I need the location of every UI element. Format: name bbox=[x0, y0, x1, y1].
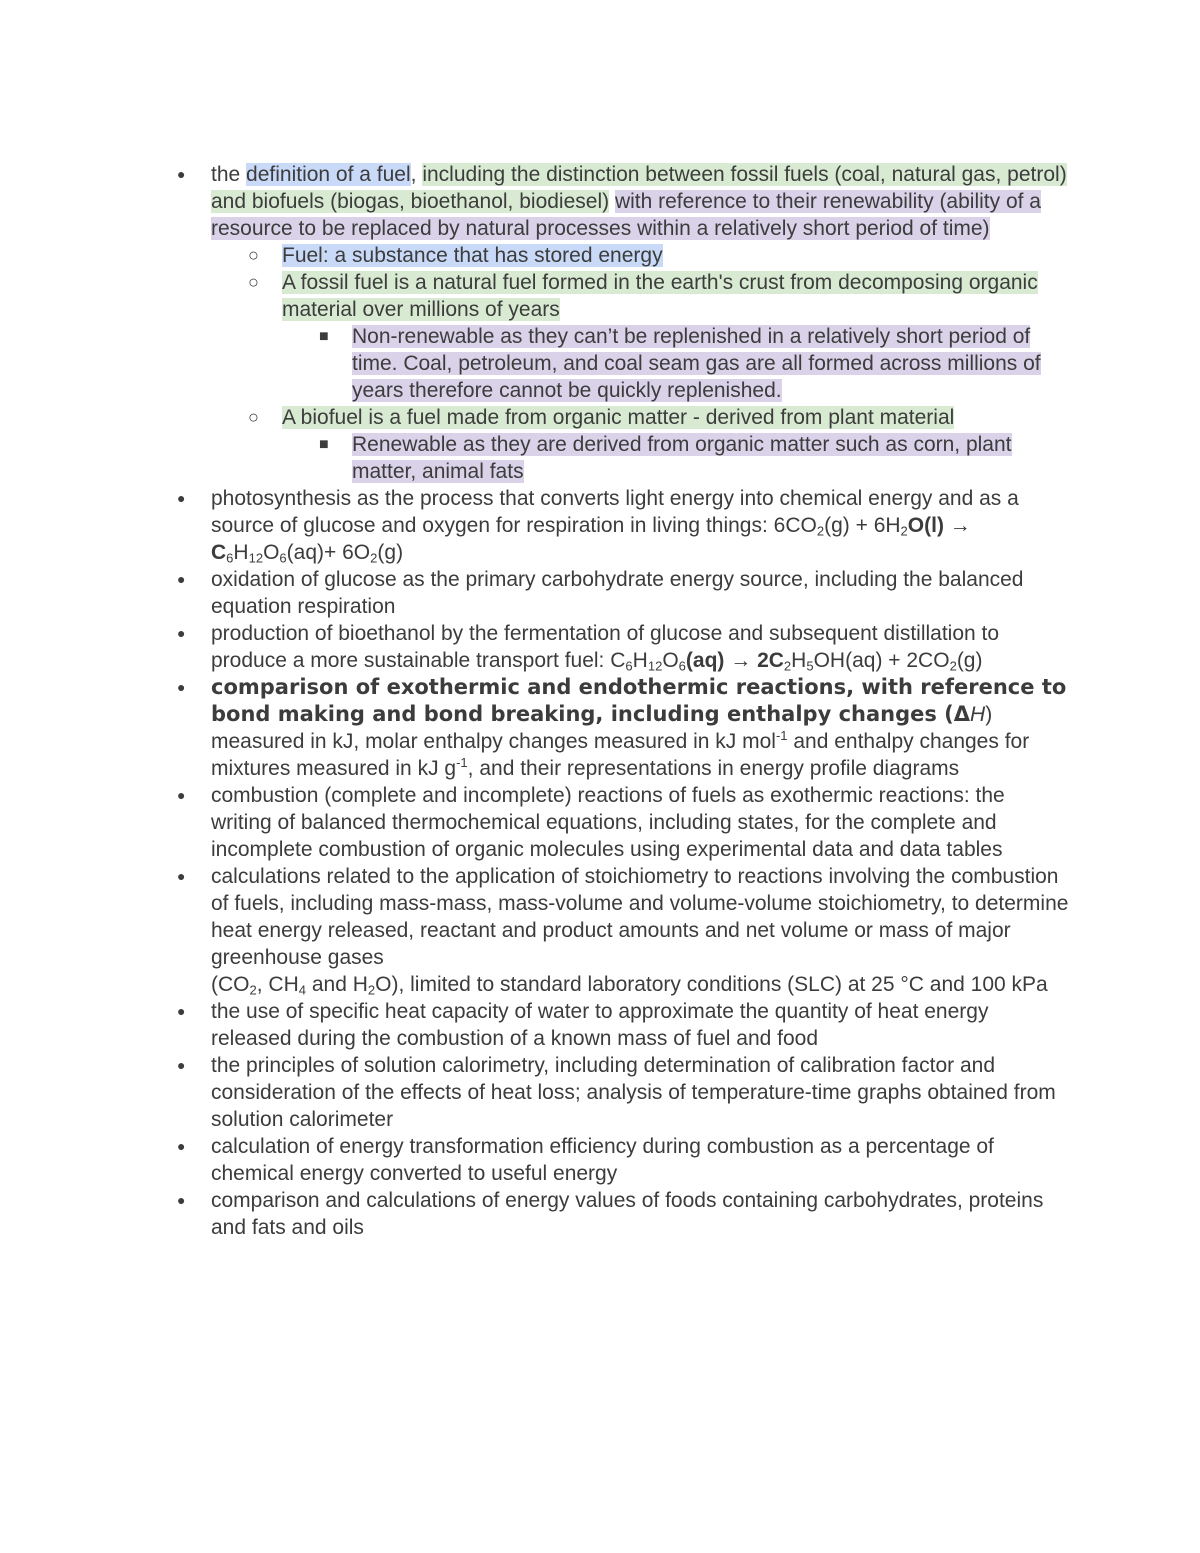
list-item: ● comparison and calculations of energy values of foods containing carbohydrates, proteins and fats and oils bbox=[177, 1189, 1044, 1239]
syllabus-list bbox=[177, 161, 1071, 1241]
sub-list-item: ○ A biofuel is a fuel made from organic matter - derived from plant material ■ Renewable as they are derived from organic matter such as corn, plant matter, animal fats bbox=[282, 404, 1071, 485]
bullet-icon: ● bbox=[177, 490, 186, 506]
list-item: ● the definition of a fuel, including the distinction between fossil fuels (coal, natural gas, petrol) and biofuels (biogas, bioethanol, biodiesel) with reference to their renewability (ability of a resource to be replaced by natural processes within a relatively short period of time) ○ Fuel: a substance that has stored energy ○ A fossil fuel is a natural fuel formed in the earth's crust from decomposing organic material over millions of years ■ Non-renewable as they can’t be replenished in a relatively short period of time. Coal, petroleum, and coal seam gas are all formed across millions of years therefore cannot be quickly replenished. ○ A biofuel is a fuel made from organic matter - derived from plant material ■ Renewable as they are derived from organic matter such as corn, plant matter, animal fats bbox=[211, 161, 1071, 485]
square-bullet-icon: ■ bbox=[319, 436, 329, 453]
list-item: ● production of bioethanol by the fermentation of glucose and subsequent distillation to produce a more sustainable transport fuel: $C_6H_{12}O_6(aq) \to 2C_2H_5OH(aq) + 2CO_2(g)$ bbox=[177, 622, 1000, 674]
bullet-icon: ● bbox=[177, 1003, 186, 1019]
list-item: ● combustion (complete and incomplete) reactions of fuels as exothermic reactions: the writing of balanced thermochemical equations, including states, for the complete and incomplete combustion of organic molecules using experimental data and data tables bbox=[177, 784, 1005, 861]
sub-list-item: ○ Fuel: a substance that has stored energy bbox=[248, 244, 663, 267]
bullet-icon: ● bbox=[177, 166, 186, 182]
circle-bullet-icon: ○ bbox=[248, 245, 259, 265]
circle-bullet-icon: ○ bbox=[248, 272, 259, 292]
sub-list bbox=[248, 242, 1071, 485]
list-item: ● the principles of solution calorimetry, including determination of calibration factor and consideration of the effects of heat loss; analysis of temperature-time graphs obtained from solution calorimeter bbox=[177, 1054, 1056, 1131]
sub-list-item: ○ A fossil fuel is a natural fuel formed in the earth's crust from decomposing organic material over millions of years ■ Non-renewable as they can’t be replenished in a relatively short period of time. Coal, petroleum, and coal seam gas are all formed across millions of years therefore cannot be quickly replenished. bbox=[282, 269, 1071, 404]
bullet-icon: ● bbox=[177, 1057, 186, 1073]
list-item: ● calculations related to the application of stoichiometry to reactions involving the combustion of fuels, including mass-mass, mass-volume and volume-volume stoichiometry, to determine heat energy released, reactant and product amounts and net volume or mass of major greenhouse gases ($CO_2$, $CH_4$ and $H_2O$), limited to standard laboratory conditions (SLC) at 25 °C and 100 kPa bbox=[177, 865, 1069, 998]
circle-bullet-icon: ○ bbox=[248, 407, 259, 427]
bullet-icon: ● bbox=[177, 868, 186, 884]
sub-sub-list-item: ■ Renewable as they are derived from organic matter such as corn, plant matter, animal fats bbox=[319, 433, 1012, 483]
list-item: ● the use of specific heat capacity of water to approximate the quantity of heat energy released during the combustion of a known mass of fuel and food bbox=[177, 1000, 989, 1050]
bullet-icon: ● bbox=[177, 679, 186, 695]
bullet-icon: ● bbox=[177, 1192, 186, 1208]
highlight-renewability: with reference to their renewability (ability of a resource to be replaced by natural processes within a relatively short period of time) bbox=[211, 190, 1041, 240]
list-item: ● comparison of exothermic and endothermic reactions, with reference to bond making and bond breaking, including enthalpy changes (ΔH) measured in kJ, molar enthalpy changes measured in kJ mol$^{-1}$ and enthalpy changes for mixtures measured in kJ $g^{-1}$, and their representations in energy profile diagrams bbox=[177, 675, 1067, 780]
list-item: ● oxidation of glucose as the primary carbohydrate energy source, including the balanced equation respiration bbox=[177, 568, 1024, 618]
bullet-icon: ● bbox=[177, 625, 186, 641]
list-item: ● photosynthesis as the process that converts light energy into chemical energy and as a source of glucose and oxygen for respiration in living things: $6CO_2(g) + 6H_2O(l) \to C_6H_{12}O_6(aq)+ 6O_2(g)$ bbox=[177, 487, 1019, 566]
bullet-icon: ● bbox=[177, 571, 186, 587]
list-item: ● calculation of energy transformation efficiency during combustion as a percentage of chemical energy converted to useful energy bbox=[177, 1135, 994, 1185]
bullet-icon: ● bbox=[177, 1138, 186, 1154]
bullet-icon: ● bbox=[177, 787, 186, 803]
sub-sub-list bbox=[319, 323, 1071, 404]
highlight-definition: definition of a fuel bbox=[246, 163, 411, 186]
sub-sub-list bbox=[319, 431, 1071, 485]
square-bullet-icon: ■ bbox=[319, 328, 329, 345]
sub-sub-list-item: ■ Non-renewable as they can’t be replenished in a relatively short period of time. Coal, petroleum, and coal seam gas are all formed across millions of years therefore cannot be quickly replenished. bbox=[319, 325, 1041, 402]
highlight-distinction: including the distinction between fossil fuels (coal, natural gas, petrol) and biofuels (biogas, bioethanol, biodiesel) bbox=[211, 163, 1067, 213]
